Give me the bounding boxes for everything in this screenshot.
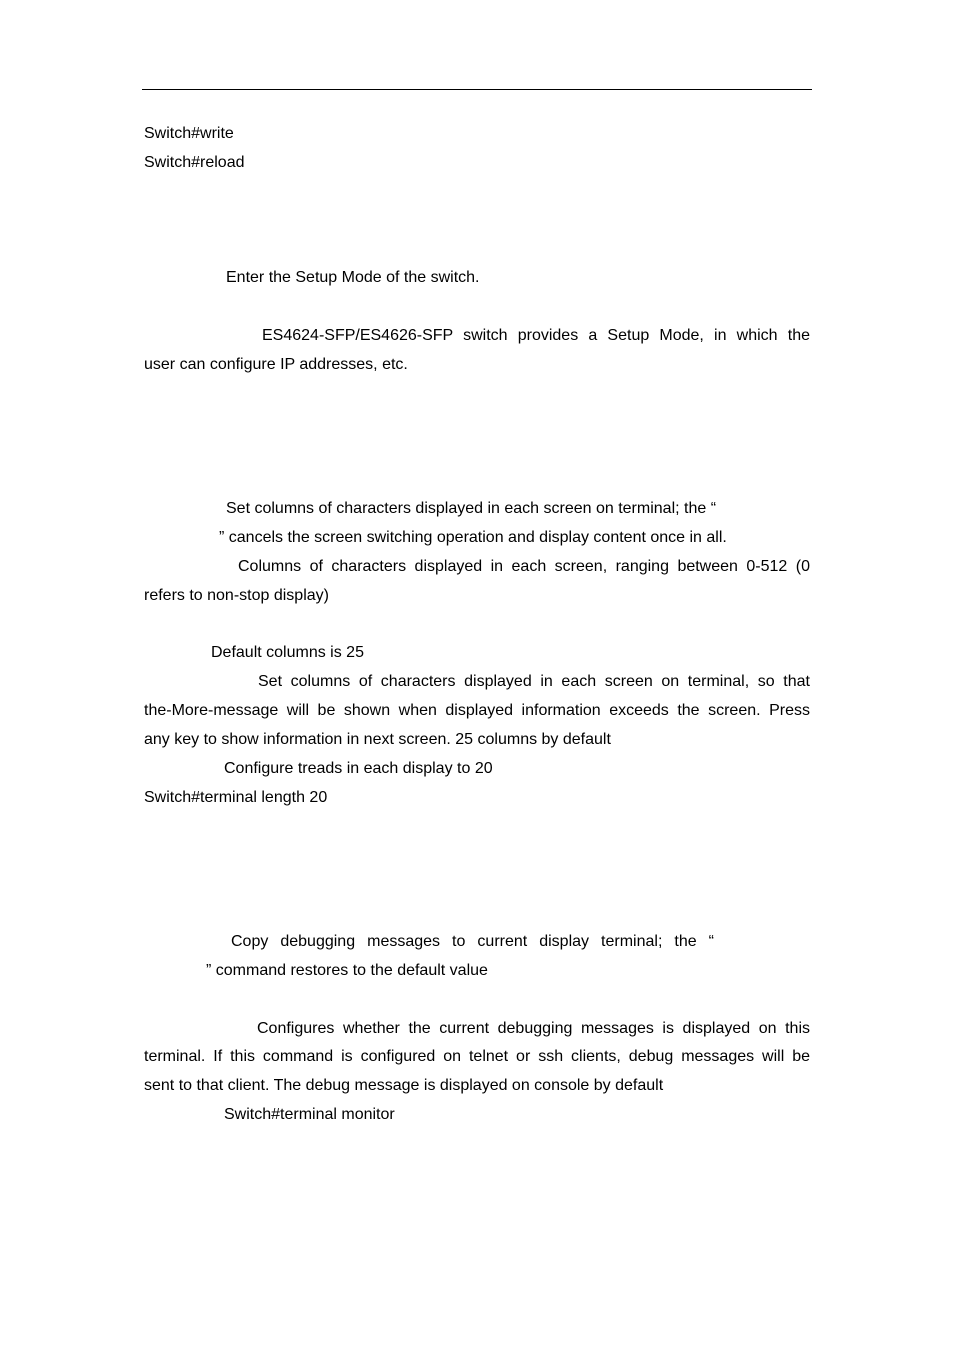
setup-function-text: Enter the Setup Mode of the switch.: [226, 269, 480, 286]
terminal-monitor-usage-line2: terminal. If this command is configured on telnet or ssh clients, debug messages will be: [144, 1048, 810, 1065]
terminal-monitor-usage-line1: Configures whether the current debugging messages is displayed on this: [257, 1020, 810, 1037]
terminal-monitor-function-line2: ” command restores to the default value: [206, 962, 488, 979]
terminal-length-function-line2: ” cancels the screen switching operation and display content once in all.: [219, 529, 727, 546]
command-reload: Switch#reload: [144, 154, 245, 171]
setup-usage-line2: user can configure IP addresses, etc.: [144, 356, 408, 373]
terminal-monitor-usage-line3: sent to that client. The debug message is displayed on console by default: [144, 1077, 664, 1094]
terminal-monitor-example-command: Switch#terminal monitor: [224, 1106, 395, 1123]
terminal-length-usage-line1: Set columns of characters displayed in each screen on terminal, so that: [258, 673, 810, 690]
terminal-length-example-command: Switch#terminal length 20: [144, 789, 328, 806]
terminal-length-parameter-line1: Columns of characters displayed in each screen, ranging between 0-512 (0: [238, 558, 810, 575]
terminal-length-example: Configure treads in each display to 20: [224, 760, 493, 777]
terminal-length-default: Default columns is 25: [211, 644, 364, 661]
command-write: Switch#write: [144, 125, 234, 142]
header-rule: [142, 89, 812, 90]
setup-usage-line1: ES4624-SFP/ES4626-SFP switch provides a Setup Mode, in which the: [262, 327, 810, 344]
terminal-length-function-line1: Set columns of characters displayed in each screen on terminal; the “: [226, 500, 717, 517]
terminal-length-usage-line3: any key to show information in next screen. 25 columns by default: [144, 731, 611, 748]
terminal-length-usage-line2: the-More-message will be shown when displayed information exceeds the screen. Press: [144, 702, 810, 719]
terminal-monitor-function-line1: Copy debugging messages to current display terminal; the “: [231, 933, 714, 950]
terminal-length-parameter-line2: refers to non-stop display): [144, 587, 329, 604]
